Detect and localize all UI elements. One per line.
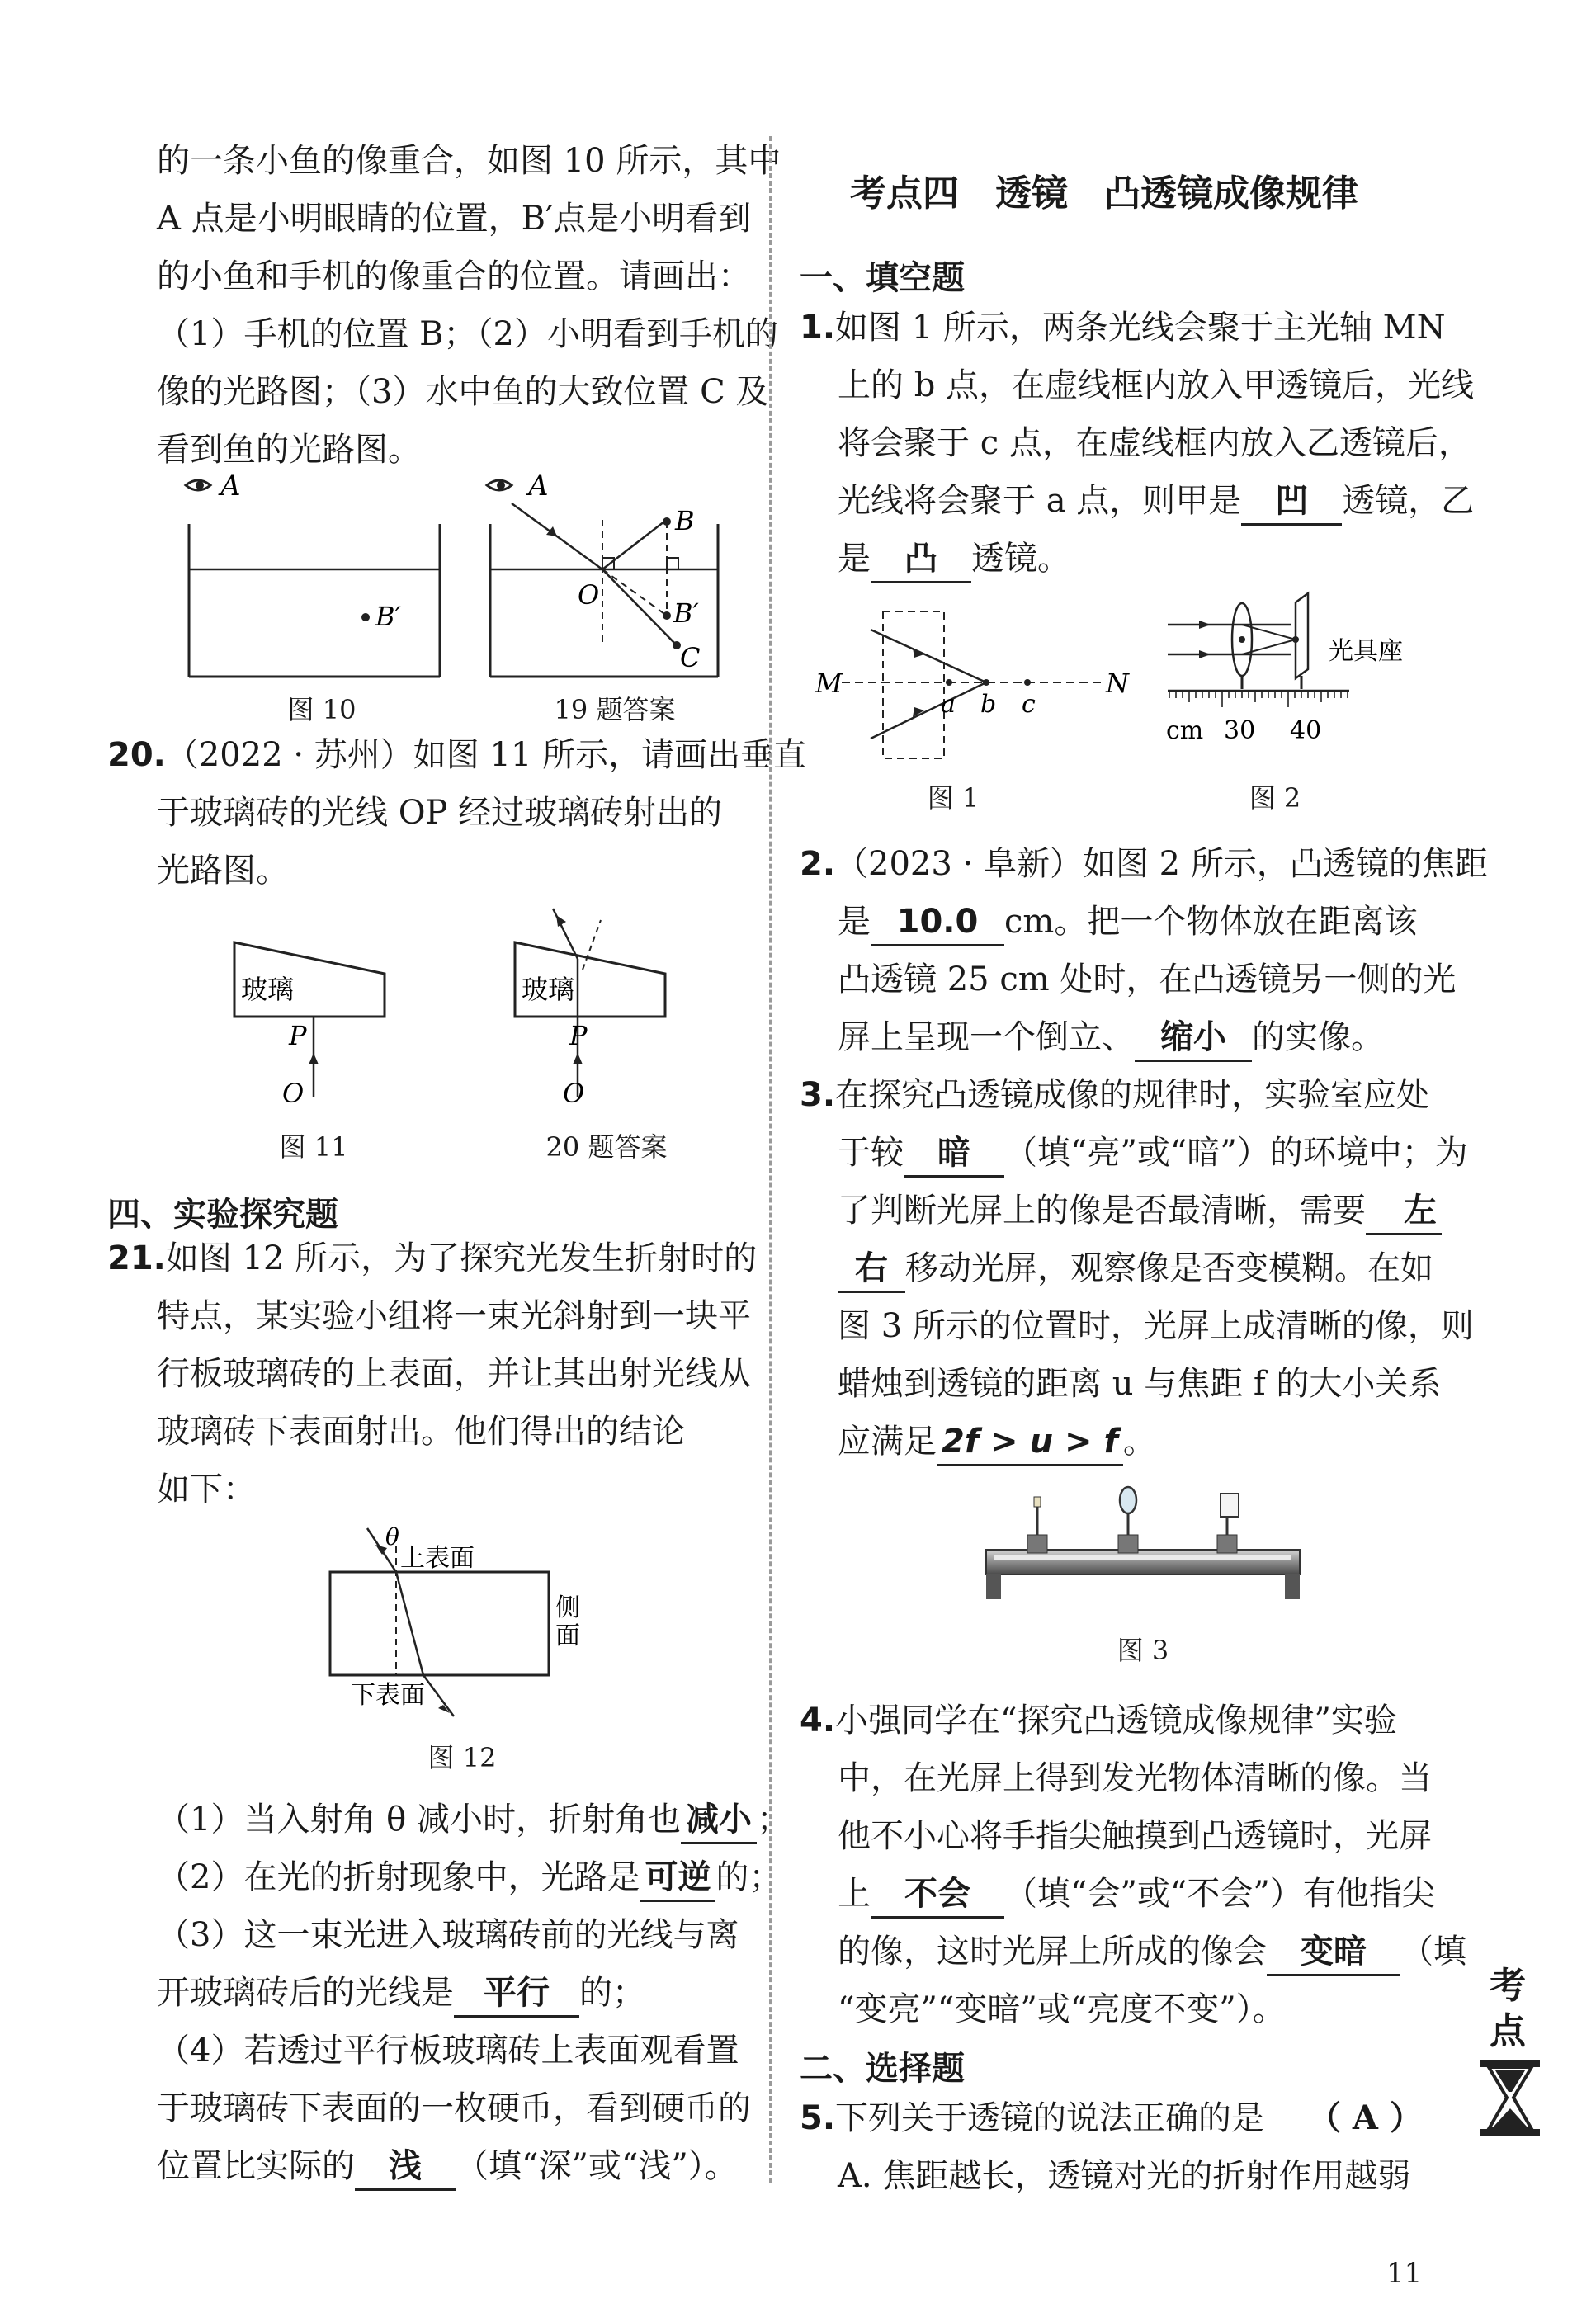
text: 是 — [838, 540, 871, 578]
text-line: A 点是小明眼睛的位置，B′点是小明看到 — [157, 200, 752, 238]
text: 光线将会聚于 a 点，则甲是 — [838, 482, 1242, 520]
answer-blank: 暗 — [904, 1131, 1004, 1178]
label-a: A — [220, 470, 241, 503]
theta-label: θ — [385, 1523, 399, 1551]
question-3 — [800, 1066, 1429, 1124]
hourglass-icon — [1477, 2059, 1543, 2137]
text-line: 特点，某实验小组将一束光斜射到一块平 — [157, 1297, 751, 1335]
answer-blank: 右 — [838, 1246, 905, 1293]
text: （填“亮”或“暗”）的环境中；为 — [1004, 1134, 1468, 1172]
text: （2）在光的折射现象中，光路是 — [157, 1858, 640, 1896]
tick-label: 40 — [1290, 716, 1322, 745]
text: 的实像。 — [1252, 1018, 1384, 1056]
text-line: 如下： — [157, 1470, 256, 1508]
glass-label: 玻璃 — [522, 974, 575, 1005]
text: 的； — [579, 1974, 645, 2012]
label-b-prime: B′ — [673, 597, 699, 629]
text-line: （2022 · 苏州）如图 11 所示，请画出垂直 — [165, 736, 807, 774]
answer-blank: 可逆 — [640, 1855, 715, 1902]
top-surface-label: 上表面 — [400, 1544, 475, 1573]
option-a: A. 焦距越长，透镜对光的折射作用越弱 — [838, 2157, 1411, 2195]
text-line: 于玻璃砖的光线 OP 经过玻璃砖射出的 — [157, 794, 723, 832]
label-p: P — [289, 1020, 307, 1051]
text-line: 凸透镜 25 cm 处时，在凸透镜另一侧的光 — [838, 961, 1457, 998]
text-line: （3）这一束光进入玻璃砖前的光线与离 — [157, 1916, 739, 1954]
label-m: M — [815, 668, 843, 699]
section-title: 考点四 透镜 凸透镜成像规律 — [850, 172, 1358, 215]
text-line: 的一条小鱼的像重合，如图 10 所示，其中 — [157, 142, 781, 180]
figure-2 — [1159, 590, 1407, 747]
text: 的像，这时光屏上所成的像会 — [838, 1933, 1267, 1971]
label-n: N — [1106, 668, 1129, 699]
text: 屏上呈现一个倒立、 — [838, 1018, 1135, 1056]
glass-label: 玻璃 — [241, 974, 295, 1005]
conclusion-1 — [157, 1791, 790, 1848]
answer-choice: （ A ） — [1308, 2098, 1423, 2137]
text-line: 图 3 所示的位置时，光屏上成清晰的像，则 — [838, 1307, 1474, 1345]
question-1-line-5 — [838, 530, 1070, 588]
text-line: （4）若透过平行板玻璃砖上表面观看置 — [157, 2032, 739, 2070]
text-line: 上的 b 点，在虚线框内放入甲透镜后，光线 — [838, 366, 1475, 404]
text-line: 于玻璃砖下表面的一枚硬币，看到硬币的 — [157, 2089, 751, 2127]
question-5 — [800, 2089, 1264, 2147]
text-line: 玻璃砖下表面射出。他们得出的结论 — [157, 1413, 685, 1451]
text-line: 如图 1 所示，两条光线会聚于主光轴 MN — [835, 309, 1446, 347]
figure-caption: 19 题答案 — [554, 694, 676, 725]
text: （填 — [1400, 1933, 1466, 1971]
side-label: 侧 — [555, 1593, 580, 1622]
unit-label: cm — [1166, 716, 1204, 745]
figure-1 — [809, 607, 1129, 772]
text-line: 看到鱼的光路图。 — [157, 431, 421, 469]
figure-19-answer — [479, 470, 751, 693]
text: 应满足 — [838, 1423, 937, 1461]
text-line: 将会聚于 c 点，在虚线框内放入乙透镜后， — [838, 424, 1471, 462]
question-4-line-5 — [838, 1923, 1466, 1980]
text-line: “变亮”“变暗”或“亮度不变”）。 — [838, 1990, 1286, 2028]
side-tab-char: 考 — [1490, 1965, 1526, 2007]
answer-blank: 凸 — [871, 536, 971, 583]
conclusion-4 — [157, 2137, 738, 2195]
question-2 — [800, 835, 1488, 893]
figure-caption: 图 11 — [279, 1131, 348, 1163]
answer-blank: 凹 — [1241, 479, 1342, 526]
text-line: （1）手机的位置 B；（2）小明看到手机的 — [157, 315, 779, 353]
answer-blank: 浅 — [355, 2144, 456, 2191]
answer-blank: 2f > u > f — [937, 1419, 1123, 1466]
text: 上 — [838, 1875, 871, 1913]
text: 位置比实际的 — [157, 2147, 355, 2185]
label-a: A — [528, 470, 549, 503]
figure-caption: 图 10 — [287, 694, 357, 725]
text: 透镜。 — [971, 540, 1070, 578]
answer-blank: 变暗 — [1267, 1929, 1400, 1976]
section-heading: 二、选择题 — [800, 2050, 965, 2088]
text: 。 — [1122, 1423, 1156, 1461]
question-20 — [107, 726, 806, 784]
answer-blank: 减小 — [681, 1797, 757, 1844]
question-2-line-2 — [838, 893, 1417, 951]
question-2-line-4 — [838, 1008, 1384, 1066]
label-o: O — [578, 579, 600, 611]
question-number: 3. — [800, 1076, 836, 1114]
eye-icon — [186, 480, 210, 490]
text-line: 小强同学在“探究凸透镜成像规律”实验 — [835, 1702, 1397, 1739]
page-number: 11 — [1386, 2257, 1423, 2290]
question-4 — [800, 1692, 1397, 1749]
ruler-ticks — [1169, 691, 1348, 707]
text: cm。把一个物体放在距离该 — [1004, 903, 1418, 941]
question-1 — [800, 299, 1446, 356]
figure-caption: 图 3 — [1117, 1635, 1169, 1666]
answer-blank: 不会 — [871, 1872, 1004, 1919]
figure-3-optical-bench — [978, 1485, 1308, 1617]
bench-label: 光具座 — [1329, 637, 1403, 666]
text: 于较 — [838, 1134, 904, 1172]
text: 的； — [715, 1858, 782, 1896]
question-number: 2. — [800, 845, 836, 883]
figure-caption: 图 12 — [427, 1742, 497, 1773]
conclusion-3 — [157, 1964, 645, 2022]
figure-12 — [318, 1518, 590, 1725]
question-3-line-3 — [838, 1182, 1442, 1239]
answer-blank: 缩小 — [1135, 1015, 1252, 1062]
section-heading: 一、填空题 — [800, 259, 965, 297]
figure-10 — [177, 470, 450, 693]
question-number: 5. — [800, 2099, 836, 2137]
label-b-prime: B′ — [375, 601, 401, 632]
question-3-line-4 — [838, 1239, 1433, 1297]
question-number: 1. — [800, 309, 836, 347]
text: （1）当入射角 θ 减小时，折射角也 — [157, 1801, 681, 1839]
text-line: 像的光路图；（3）水中鱼的大致位置 C 及 — [157, 373, 769, 411]
text: 透镜，乙 — [1342, 482, 1475, 520]
figure-caption: 20 题答案 — [545, 1131, 668, 1163]
question-3-line-7 — [838, 1413, 1156, 1470]
text: ； — [756, 1801, 790, 1839]
figure-11 — [223, 932, 413, 1114]
text-line: 如图 12 所示，为了探究光发生折射时的 — [165, 1239, 758, 1277]
question-1-line-4 — [838, 472, 1474, 530]
text-line: 中，在光屏上得到发光物体清晰的像。当 — [838, 1759, 1432, 1797]
text-line: 在探究凸透镜成像的规律时，实验室应处 — [835, 1076, 1430, 1114]
side-tab-char: 点 — [1490, 2010, 1526, 2052]
figure-caption: 图 1 — [927, 782, 980, 814]
answer-blank: 10.0 — [871, 899, 1004, 946]
label-a: a — [941, 690, 956, 719]
text-line: 的小鱼和手机的像重合的位置。请画出： — [157, 257, 751, 295]
question-4-line-4 — [838, 1865, 1435, 1923]
question-number: 21. — [107, 1239, 166, 1277]
question-21 — [107, 1230, 757, 1287]
text: （填“会”或“不会”）有他指尖 — [1004, 1875, 1435, 1913]
label-b: b — [980, 690, 997, 719]
text-line: 他不小心将手指尖触摸到凸透镜时，光屏 — [838, 1817, 1432, 1855]
text-line: 行板玻璃砖的上表面，并让其出射光线从 — [157, 1355, 751, 1393]
answer-blank: 平行 — [454, 1971, 579, 2018]
label-o: O — [282, 1078, 305, 1109]
text-line: （2023 · 阜新）如图 2 所示，凸透镜的焦距 — [835, 845, 1488, 883]
eye-icon — [487, 480, 512, 490]
label-p: P — [569, 1020, 588, 1051]
question-number: 20. — [107, 736, 166, 774]
conclusion-2 — [157, 1848, 781, 1906]
text-line: 下列关于透镜的说法正确的是 — [835, 2099, 1265, 2137]
label-c: C — [680, 642, 701, 673]
bottom-surface-label: 下表面 — [351, 1681, 425, 1710]
question-number: 4. — [800, 1702, 836, 1739]
column-divider — [769, 136, 772, 2183]
text: （填“深”或“浅”）。 — [456, 2147, 738, 2185]
text-line: 蜡烛到透镜的距离 u 与焦距 f 的大小关系 — [838, 1365, 1442, 1403]
section-heading: 四、实验探究题 — [107, 1196, 338, 1234]
label-c: c — [1022, 690, 1036, 719]
text: 开玻璃砖后的光线是 — [157, 1974, 454, 2012]
figure-20-answer — [503, 904, 693, 1114]
label-o: O — [563, 1078, 585, 1109]
side-label: 面 — [555, 1621, 580, 1650]
text: 了判断光屏上的像是否最清晰，需要 — [838, 1192, 1366, 1230]
text: 移动光屏，观察像是否变模糊。在如 — [905, 1249, 1433, 1287]
figure-caption: 图 2 — [1249, 782, 1301, 814]
question-3-line-2 — [838, 1124, 1468, 1182]
text: 是 — [838, 903, 871, 941]
text-line: 光路图。 — [157, 852, 289, 890]
tick-label: 30 — [1224, 716, 1256, 745]
label-b: B — [675, 505, 695, 536]
answer-blank: 左 — [1366, 1188, 1442, 1235]
